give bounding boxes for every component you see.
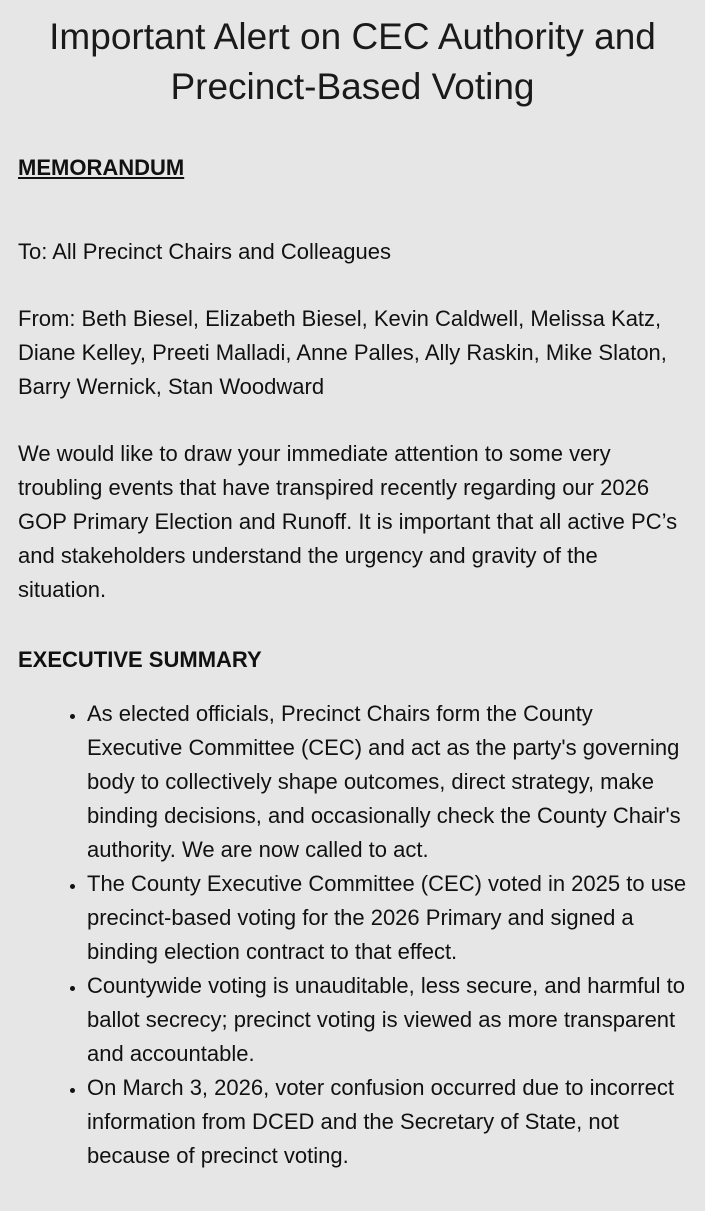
to-line: To: All Precinct Chairs and Colleagues — [18, 239, 391, 264]
memo-page — [0, 12, 705, 1211]
summary-item-cec-role: • As elected officials, Precinct Chairs form the County Executive Committee (CEC) and act as the party's governing body to collectively shape outcomes, direct strategy, make binding decisions, and occasionally check the County Chair's authority. We are now called to act. — [87, 697, 687, 867]
summary-item-cec-vote: • The County Executive Committee (CEC) voted in 2025 to use precinct-based voting for the 2026 Primary and signed a binding election contract to that effect. — [87, 867, 687, 969]
page-title: Important Alert on CEC Authority and Precinct-Based Voting — [49, 16, 656, 107]
from-line: From: Beth Biesel, Elizabeth Biesel, Kevin Caldwell, Melissa Katz, Diane Kelley, Preeti Malladi, Anne Palles, Ally Raskin, Mike Slaton, Barry Wernick, Stan Woodward — [18, 306, 667, 399]
intro-paragraph: We would like to draw your immediate attention to some very troubling events that have transpired recently regarding our 2026 GOP Primary Election and Runoff. It is important that all active PC’s and stakeholders understand the urgency and gravity of the situation. — [18, 441, 678, 602]
executive-summary-list — [18, 697, 687, 1173]
executive-summary-heading: EXECUTIVE SUMMARY — [18, 647, 262, 672]
summary-item-countywide-voting: • Countywide voting is unauditable, less secure, and harmful to ballot secrecy; precinct voting is viewed as more transparent and accountable. — [87, 969, 687, 1071]
memo-label: MEMORANDUM — [18, 155, 185, 180]
summary-item-march-confusion: • On March 3, 2026, voter confusion occurred due to incorrect information from DCED and the Secretary of State, not because of precinct voting. — [87, 1071, 687, 1173]
